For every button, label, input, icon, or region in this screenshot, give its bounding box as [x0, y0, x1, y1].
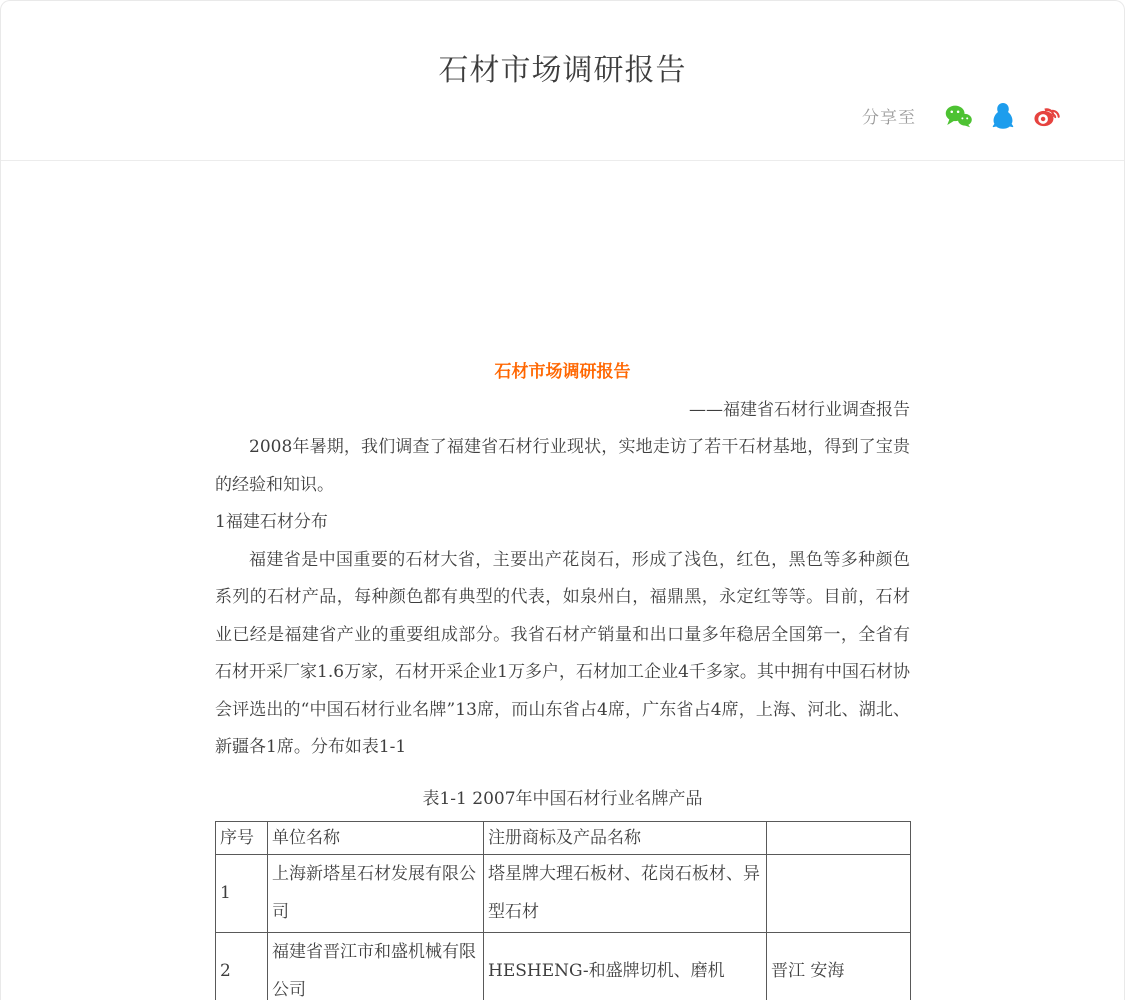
- share-label: 分享至: [862, 108, 916, 127]
- table-cell-brand: 塔星牌大理石板材、花岗石板材、异型石材: [484, 855, 767, 933]
- table-row: [216, 855, 911, 933]
- table-cell-extra: [767, 855, 911, 933]
- share-bar: [1, 102, 1124, 129]
- table-header-cell-company: 单位名称: [268, 822, 484, 855]
- table-row: [216, 933, 911, 1000]
- table-cell-company: 福建省晋江市和盛机械有限公司: [268, 933, 484, 1000]
- paragraph-distribution: 福建省是中国重要的石材大省，主要出产花岗石，形成了浅色，红色，黑色等多种颜色系列的石材产品，每种颜色都有典型的代表，如泉州白，福鼎黑，永定红等等。目前，石材业已经是福建省产业的重要组成部分。我省石材产销量和出口量多年稳居全国第一，全省有石材开采厂家1.6万家，石材开采企业1万多户，石材加工企业4千多家。其中拥有中国石材协会评选出的“中国石材行业名牌”13席，而山东省占4席，广东省占4席，上海、河北、湖北、新疆各1席。分布如表1-1: [215, 549, 910, 757]
- paragraph-intro: 2008年暑期，我们调查了福建省石材行业现状，实地走访了若干石材基地，得到了宝贵的经验和知识。: [215, 437, 910, 495]
- wechat-icon: [945, 104, 972, 128]
- share-qq-button[interactable]: [989, 102, 1016, 129]
- doc-heading: 石材市场调研报告: [494, 362, 631, 382]
- table-cell-extra: 晋江 安海: [767, 933, 911, 1000]
- share-weibo-button[interactable]: [1033, 102, 1060, 129]
- qq-icon: [991, 102, 1015, 129]
- table-cell-index: 1: [216, 855, 268, 933]
- section-heading: 1福建石材分布: [215, 512, 328, 532]
- table-cell-index: 2: [216, 933, 268, 1000]
- table-cell-company: 上海新塔星石材发展有限公司: [268, 855, 484, 933]
- page-header: [1, 1, 1124, 161]
- table-caption: 表1-1 2007年中国石材行业名牌产品: [422, 788, 703, 809]
- weibo-icon: [1034, 104, 1060, 127]
- table-cell-brand: HESHENG-和盛牌切机、磨机: [484, 933, 767, 1000]
- page-title: 石材市场调研报告: [438, 54, 687, 87]
- share-wechat-button[interactable]: [945, 102, 972, 129]
- table-header-row: [216, 822, 911, 855]
- brand-products-table: [215, 821, 911, 1000]
- document-body: [215, 354, 910, 1000]
- table-header-cell-brand: 注册商标及产品名称: [484, 822, 767, 855]
- doc-subtitle: ——福建省石材行业调查报告: [689, 399, 910, 420]
- table-header-cell-index: 序号: [216, 822, 268, 855]
- table-header-cell-extra: [767, 822, 911, 855]
